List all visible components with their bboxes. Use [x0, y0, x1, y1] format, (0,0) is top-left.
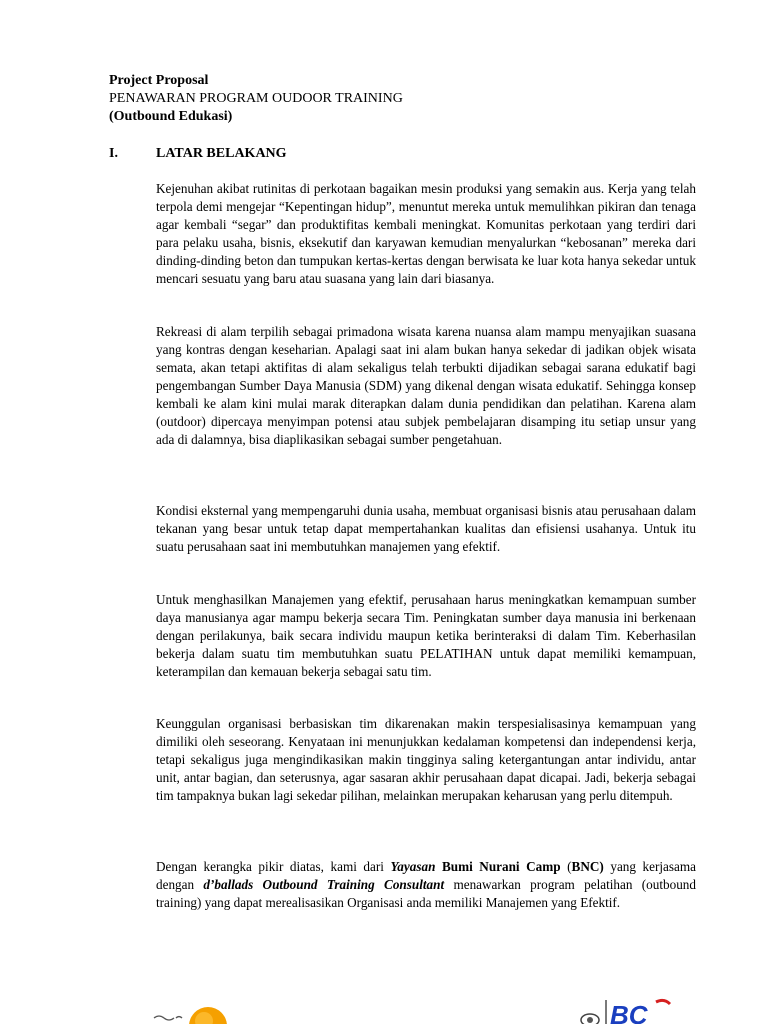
- section-number: I.: [109, 146, 118, 161]
- bnc-logo-icon: [570, 996, 690, 1024]
- p6-bumi-nurani-camp: Bumi Nurani Camp: [435, 859, 561, 874]
- paragraph-5: Keunggulan organisasi berbasiskan tim dikarenakan makin terspesialisasinya kemampuan yang dimiliki oleh seseorang. Kenyataan ini menunjukkan kedalaman kompetensi dan independensi kerja, tetapi sekaligus juga mengindikasikan makin tingginya saling ketergantungan antar individu, antar unit, antar bagian, dan seterusnya, agar sasaran akhir perusahaan dapat dicapai. Jadi, bekerja sebagai tim tampaknya bukan lagi sekedar pilihan, melainkan merupakan keharusan yang perlu ditempuh.: [156, 716, 696, 803]
- p6-text-f: yang kerjasama dengan: [156, 859, 696, 892]
- document-header: [109, 72, 669, 126]
- p6-yayasan: Yayasan: [390, 859, 436, 874]
- header-line-project-proposal: Project Proposal: [109, 73, 209, 88]
- paragraph-6: [156, 858, 696, 912]
- header-line-program-title: PENAWARAN PROGRAM OUDOOR TRAINING: [109, 91, 403, 106]
- section-heading: [109, 145, 699, 163]
- p6-text-a: Dengan kerangka pikir diatas, kami dari: [156, 859, 391, 874]
- p6-dballads: d’ballads Outbound Training Consultant: [203, 877, 445, 892]
- header-line-subtitle: (Outbound Edukasi): [109, 109, 233, 124]
- paragraph-2: Rekreasi di alam terpilih sebagai primadona wisata karena nuansa alam mampu menyajikan suasana yang kontras dengan keseharian. Apalagi saat ini alam bukan hanya sekedar di jadikan objek wisata semata, akan tetapi aktifitas di alam sekaligus telah terbukti dijadikan sebagai sarana edukatif bagi pengembangan Sumber Daya Manusia (SDM) yang dikenal dengan wisata edukatif. Sehingga konsep kembali ke alam kini mulai marak diterapkan dalam dunia pendidikan dan pelatihan. Karena alam (outdoor) dipercaya menyimpan potensi atau subjek pembelajaran disamping itu setiap unsur yang ada di dalamnya, bisa diaplikasikan sebagai sumber pengetahuan.: [156, 324, 696, 447]
- p6-bnc: BNC): [571, 859, 604, 874]
- paragraph-1: Kejenuhan akibat rutinitas di perkotaan bagaikan mesin produksi yang semakin aus. Kerja yang telah terpola demi mengejar “Kepentingan hidup”, menuntut mereka untuk memulihkan pikiran dan tenaga agar kembali “segar” dan produktifitas kembali meningkat. Komunitas perkotaan yang terdiri dari para pelaku usaha, bisnis, eksekutif dan karyawan kemudian menyalurkan “kebosanan” mereka dari dinding-dinding beton dan tumpukan kertas-kertas dengan berwisata ke luar kota hanya sekedar untuk mencari sesuatu yang baru atau suasana yang lain dari biasanya.: [156, 181, 696, 286]
- bnc-logo-text: BC: [610, 1000, 648, 1024]
- p6-paren: (: [560, 859, 572, 874]
- section-title: LATAR BELAKANG: [156, 146, 287, 161]
- p6-text-h: menawarkan program pelatihan (outbound training) yang dapat merealisasikan Organisasi anda memiliki Manajemen yang Efektif.: [156, 877, 696, 910]
- paragraph-3: Kondisi eksternal yang mempengaruhi dunia usaha, membuat organisasi bisnis atau perusahaan dalam tekanan yang besar untuk tetap dapat mempertahankan kualitas dan efisiensi usahanya. Untuk itu suatu perusahaan saat ini membutuhkan manajemen yang efektif.: [156, 503, 696, 554]
- paragraph-4: Untuk menghasilkan Manajemen yang efektif, perusahaan harus meningkatkan kemampuan sumber daya manusianya agar mampu bekerja secara Tim. Peningkatan sumber daya manusia ini berkenaan dengan perilakunya, baik secara individu maupun ketika berinteraksi di dalam Tim. Keberhasilan bekerja dalam suatu tim membutuhkan suatu PELATIHAN untuk dapat memiliki kemampuan, keterampilan dan kemauan bekerja sebagai satu tim.: [156, 592, 696, 679]
- sun-logo-icon: [150, 998, 240, 1024]
